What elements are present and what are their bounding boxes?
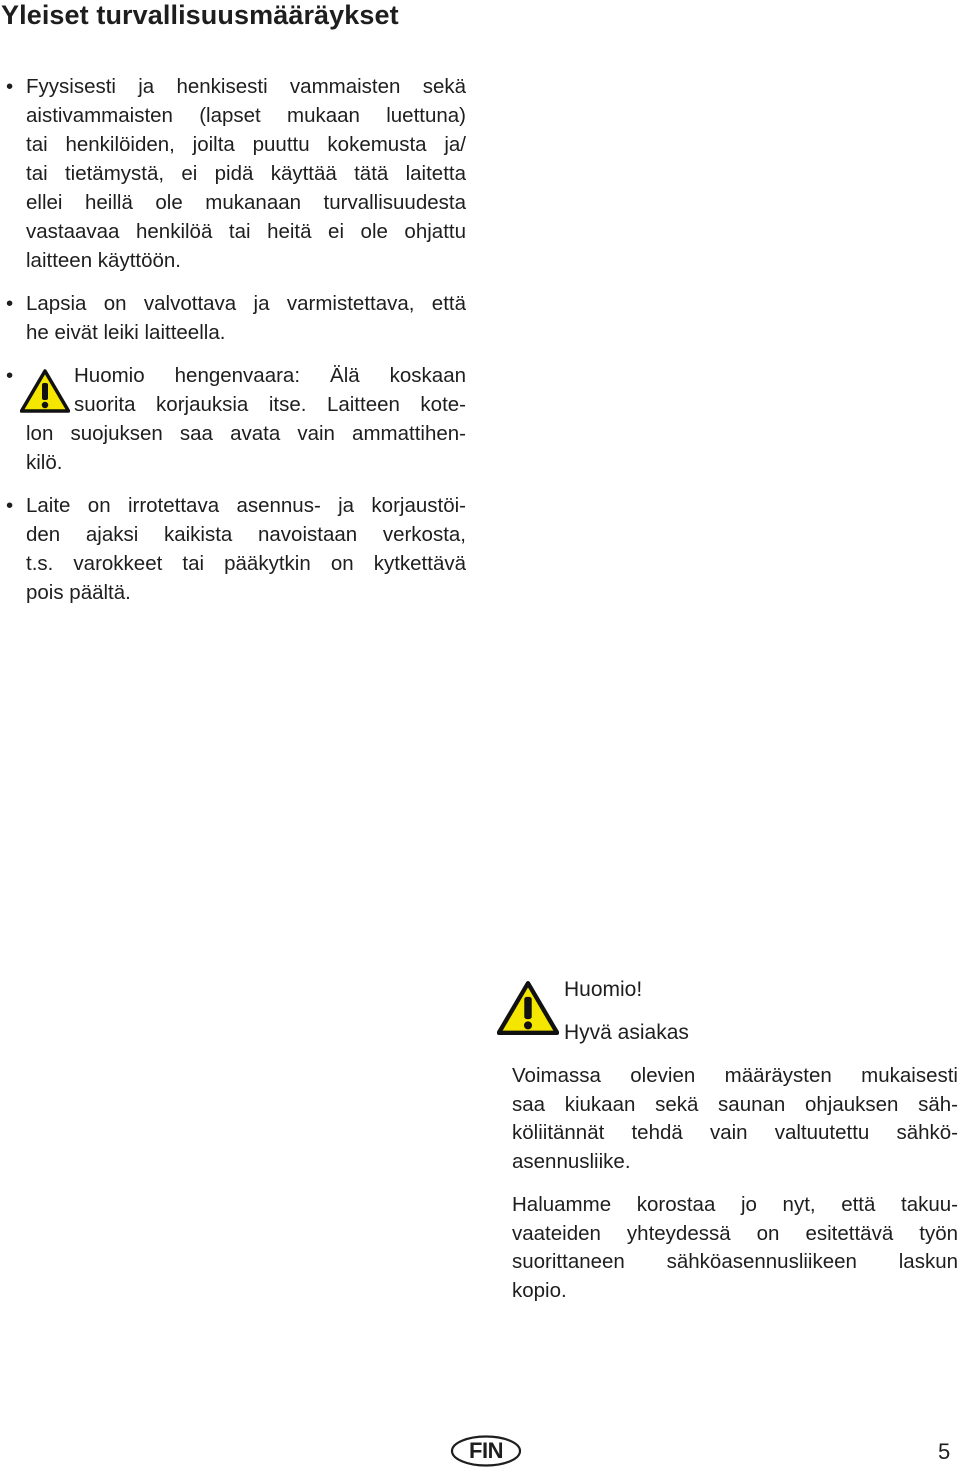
page-number: 5	[938, 1439, 951, 1464]
list-item	[6, 289, 466, 347]
text-line: kilö.	[26, 451, 63, 474]
text-line: suorita korjauksia itse. Laitteen kote-	[74, 393, 466, 416]
text-line: ellei heillä ole mukanaan turvallisuudesta	[26, 191, 466, 214]
text-line: Lapsia on valvottava ja varmistettava, että	[26, 292, 466, 315]
language-badge: FIN	[469, 1438, 503, 1463]
notice-paragraph	[512, 1062, 958, 1176]
bullet-marker: •	[6, 292, 14, 315]
notice-body	[512, 1062, 958, 1320]
text-line: aistivammaisten (lapset mukaan luettuna)	[26, 104, 466, 127]
text-line: t.s. varokkeet tai pääkytkin on kytkettävä	[26, 552, 466, 575]
text-line: suorittaneen sähköasennusliikeen laskun	[512, 1250, 958, 1273]
text-line: Laite on irrotettava asennus- ja korjaustöi-	[26, 494, 466, 517]
notice-title: Huomio!	[564, 978, 643, 1001]
text-line: he eivät leiki laitteella.	[26, 321, 226, 344]
warning-lines	[26, 361, 466, 419]
list-item	[6, 72, 466, 275]
text-line: den ajaksi kaikista navoistaan verkosta,	[26, 523, 466, 546]
page-title: Yleiset turvallisuusmääräykset	[1, 0, 399, 30]
bullet-marker: •	[6, 494, 14, 517]
list-item	[6, 491, 466, 607]
text-line: kopio.	[512, 1278, 567, 1302]
list-item-warning	[6, 361, 466, 477]
text-line: Fyysisesti ja henkisesti vammaisten sekä	[26, 75, 466, 98]
bullet-marker: •	[6, 364, 14, 387]
text-line: laitteen käyttöön.	[26, 249, 181, 272]
text-line: Haluamme korostaa jo nyt, että takuu-	[512, 1193, 958, 1216]
text-line: asennusliike.	[512, 1149, 631, 1173]
text-line: Huomio hengenvaara: Älä koskaan	[74, 364, 466, 387]
notice-paragraph	[512, 1191, 958, 1305]
text-line: köliitännät tehdä vain valtuutettu sähkö-	[512, 1121, 958, 1144]
warning-icon	[20, 369, 70, 413]
notice-subtitle: Hyvä asiakas	[564, 1021, 689, 1044]
text-line: vaateiden yhteydessä on esitettävä työn	[512, 1221, 958, 1245]
text-line: tai henkilöiden, joilta puuttu kokemusta ja/	[26, 133, 466, 156]
text-line: lon suojuksen saa avata vain ammattihen-	[26, 422, 466, 445]
bullet-marker: •	[6, 75, 14, 98]
text-line: vastaavaa henkilöä tai heitä ei ole ohjattu	[26, 220, 466, 243]
text-line: pois päältä.	[26, 581, 131, 604]
safety-list	[6, 72, 466, 621]
text-line: Voimassa olevien määräysten mukaisesti	[512, 1064, 958, 1087]
text-line: tai tietämystä, ei pidä käyttää tätä laitetta	[26, 162, 466, 185]
text-line: saa kiukaan sekä saunan ohjauksen säh-	[512, 1092, 958, 1116]
warning-icon	[497, 980, 559, 1036]
